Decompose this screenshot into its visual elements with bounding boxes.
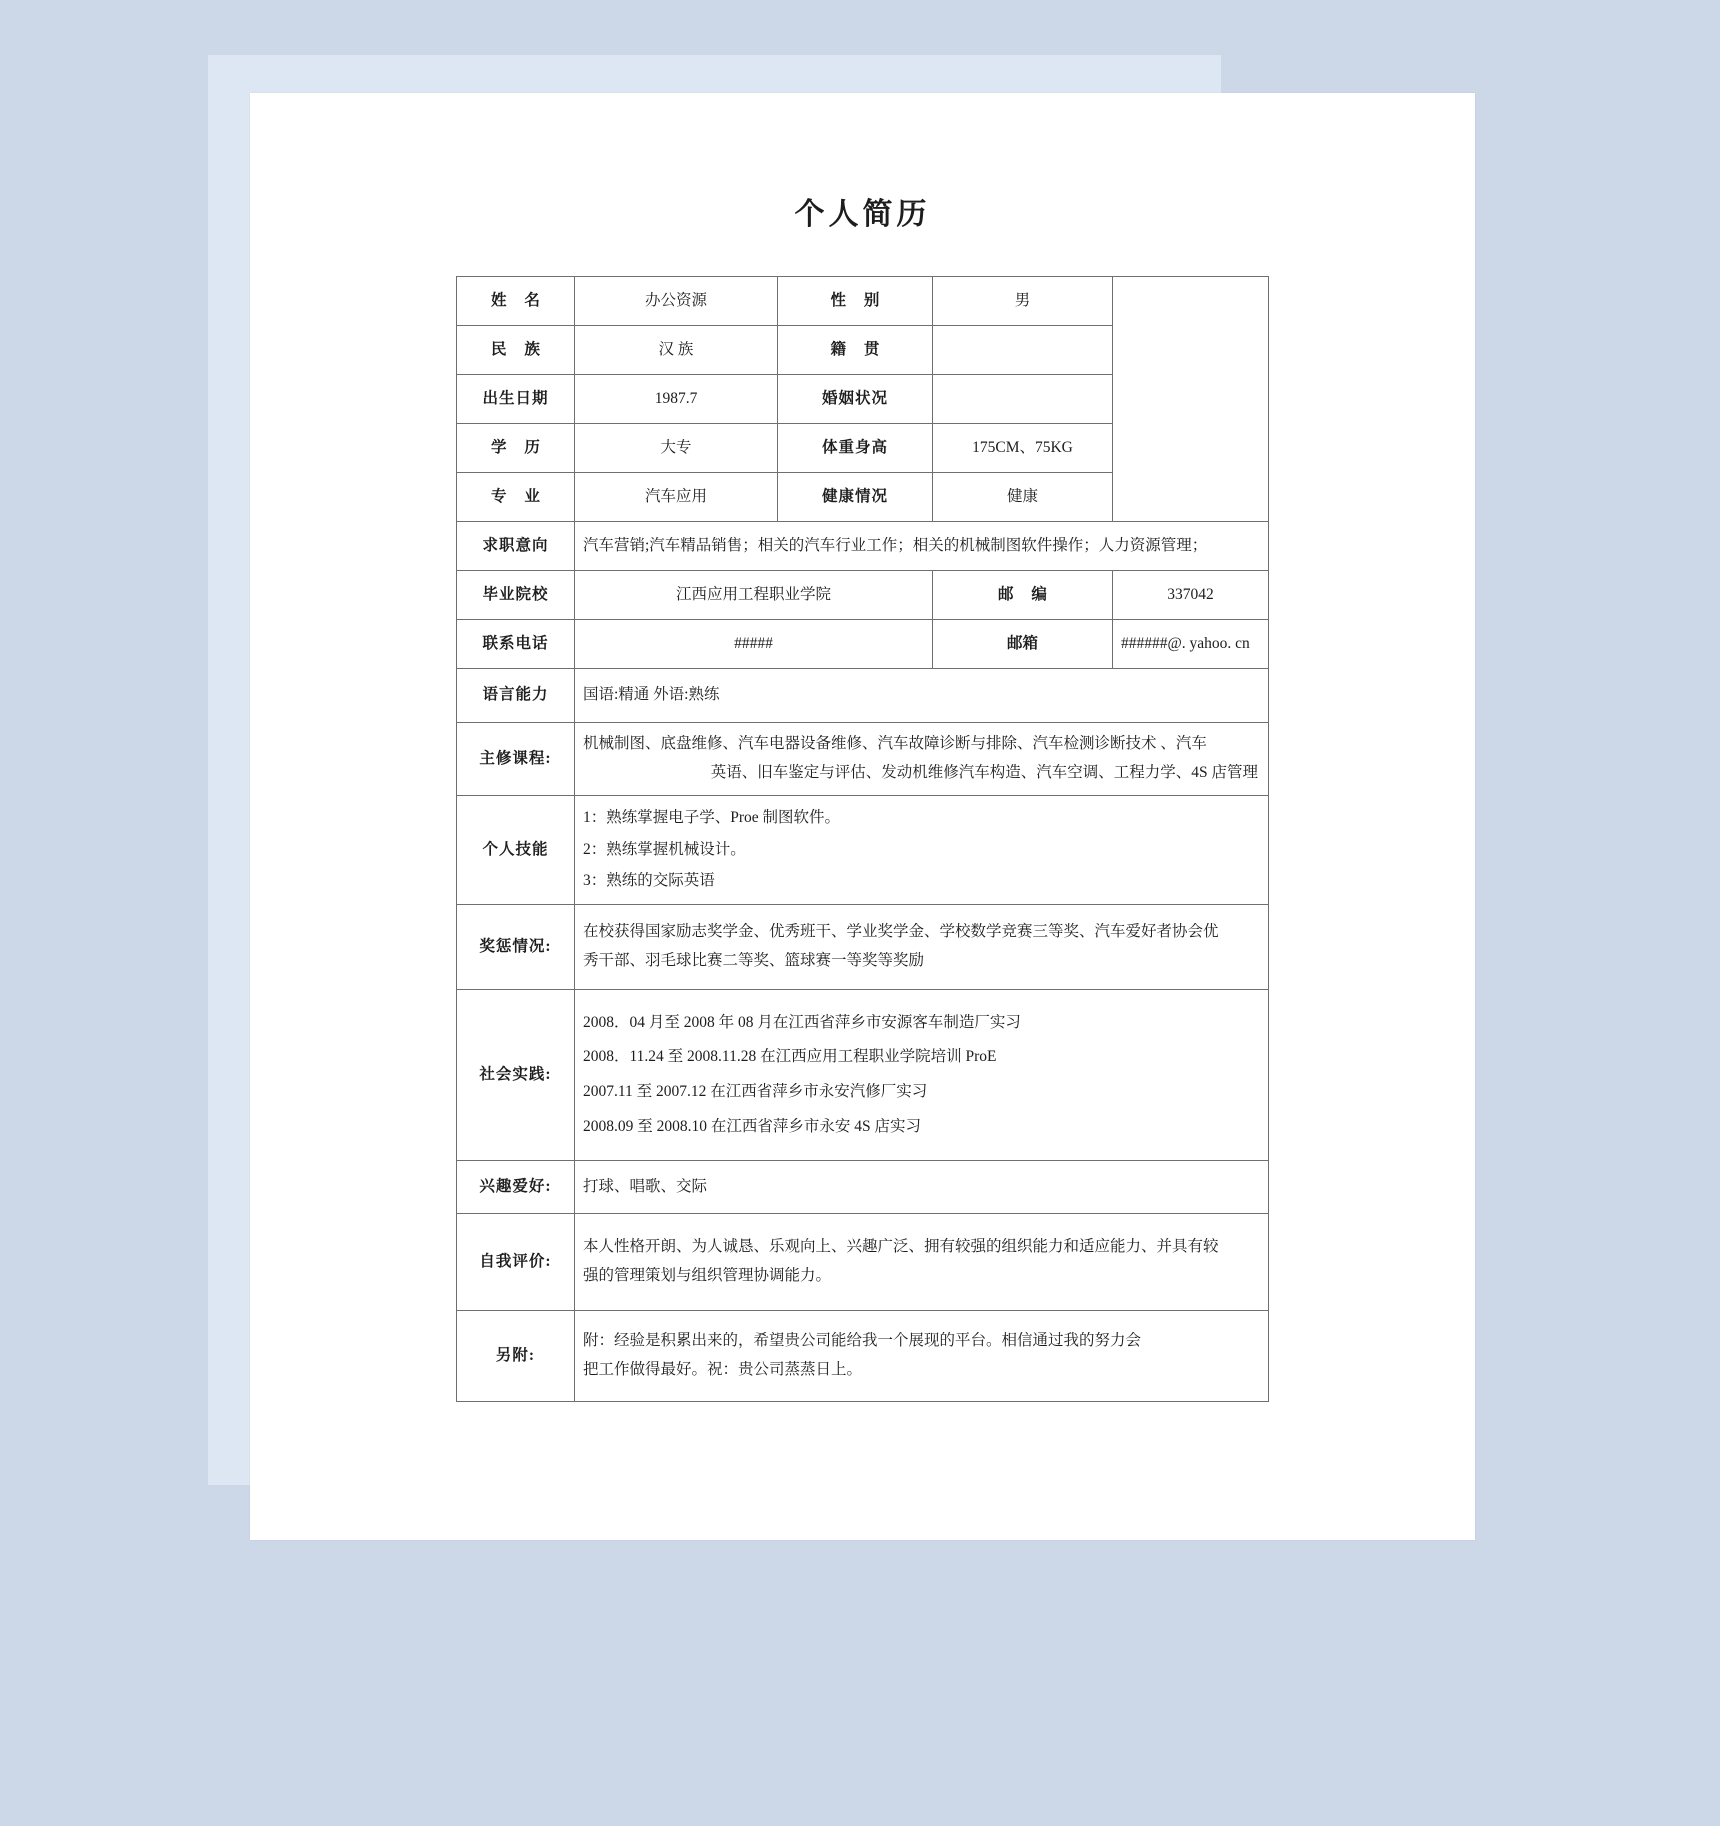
table-row-job-objective — [457, 522, 1269, 571]
value-weight-height[interactable]: 175CM、75KG — [933, 424, 1113, 473]
value-social-practice[interactable] — [575, 990, 1269, 1161]
value-marital-status[interactable] — [933, 375, 1113, 424]
social-item-4: 2008.09 至 2008.10 在江西省萍乡市永安 4S 店实习 — [583, 1117, 921, 1135]
label-self-evaluation: 自我评价: — [457, 1214, 575, 1311]
value-gender[interactable]: 男 — [933, 277, 1113, 326]
resume-page — [250, 93, 1475, 1540]
label-awards: 奖惩情况: — [457, 905, 575, 990]
table-row-social-practice — [457, 990, 1269, 1161]
value-birthdate[interactable]: 1987.7 — [575, 375, 778, 424]
label-job-objective: 求职意向 — [457, 522, 575, 571]
social-item-1: 2008．04 月至 2008 年 08 月在江西省萍乡市安源客车制造厂实习 — [583, 1013, 1021, 1031]
page-title: 个人简历 — [794, 198, 931, 231]
label-email: 邮箱 — [933, 620, 1113, 669]
value-email[interactable]: ######@. yahoo. cn — [1113, 620, 1269, 669]
skill-item-3: 3：熟练的交际英语 — [583, 872, 715, 890]
value-name[interactable]: 办公资源 — [575, 277, 778, 326]
table-row-language — [457, 669, 1269, 723]
table-row-self-evaluation — [457, 1214, 1269, 1311]
value-major[interactable]: 汽车应用 — [575, 473, 778, 522]
self-evaluation-line-1: 本人性格开朗、为人诚恳、乐观向上、兴趣广泛、拥有较强的组织能力和适应能力、并具有较 — [583, 1238, 1219, 1256]
label-school: 毕业院校 — [457, 571, 575, 620]
label-phone: 联系电话 — [457, 620, 575, 669]
value-phone[interactable]: ##### — [575, 620, 933, 669]
label-birthdate: 出生日期 — [457, 375, 575, 424]
label-major: 专 业 — [457, 473, 575, 522]
courses-line-1: 机械制图、底盘维修、汽车电器设备维修、汽车故障诊断与排除、汽车检测诊断技术 、汽车 — [583, 735, 1207, 753]
label-marital-status: 婚姻状况 — [778, 375, 933, 424]
label-name: 姓 名 — [457, 277, 575, 326]
table-row-courses — [457, 723, 1269, 796]
label-hobbies: 兴趣爱好: — [457, 1161, 575, 1214]
label-zipcode: 邮 编 — [933, 571, 1113, 620]
table-row-hobbies — [457, 1161, 1269, 1214]
resume-table — [456, 276, 1269, 1402]
value-zipcode[interactable]: 337042 — [1113, 571, 1269, 620]
value-ethnicity[interactable]: 汉 族 — [575, 326, 778, 375]
table-row-extra-note — [457, 1311, 1269, 1402]
value-native-place[interactable] — [933, 326, 1113, 375]
value-health[interactable]: 健康 — [933, 473, 1113, 522]
value-extra-note[interactable] — [575, 1311, 1269, 1402]
value-courses[interactable] — [575, 723, 1269, 796]
label-extra-note: 另附: — [457, 1311, 575, 1402]
social-item-3: 2007.11 至 2007.12 在江西省萍乡市永安汽修厂实习 — [583, 1083, 928, 1101]
value-hobbies[interactable]: 打球、唱歌、交际 — [575, 1161, 1269, 1214]
label-weight-height: 体重身高 — [778, 424, 933, 473]
value-job-objective[interactable]: 汽车营销;汽车精品销售；相关的汽车行业工作；相关的机械制图软件操作；人力资源管理； — [575, 522, 1269, 571]
label-social-practice: 社会实践: — [457, 990, 575, 1161]
label-skills: 个人技能 — [457, 796, 575, 905]
extra-note-line-1: 附：经验是积累出来的，希望贵公司能给我一个展现的平台。相信通过我的努力会 — [583, 1332, 1142, 1350]
table-row-school — [457, 571, 1269, 620]
label-courses: 主修课程: — [457, 723, 575, 796]
skill-item-1: 1：熟练掌握电子学、Proe 制图软件。 — [583, 809, 841, 826]
photo-placeholder[interactable] — [1113, 277, 1269, 522]
skill-item-2: 2：熟练掌握机械设计。 — [583, 840, 746, 858]
label-native-place: 籍 贯 — [778, 326, 933, 375]
self-evaluation-line-2: 强的管理策划与组织管理协调能力。 — [583, 1267, 832, 1285]
value-self-evaluation[interactable] — [575, 1214, 1269, 1311]
courses-line-2: 英语、旧车鉴定与评估、发动机维修汽车构造、汽车空调、工程力学、4S 店管理 — [710, 764, 1258, 781]
table-row-skills — [457, 796, 1269, 905]
value-school[interactable]: 江西应用工程职业学院 — [575, 571, 933, 620]
label-ethnicity: 民 族 — [457, 326, 575, 375]
value-education[interactable]: 大专 — [575, 424, 778, 473]
table-row-name — [457, 277, 1269, 326]
value-language[interactable]: 国语:精通 外语:熟练 — [575, 669, 1269, 723]
awards-line-1: 在校获得国家励志奖学金、优秀班干、学业奖学金、学校数学竞赛三等奖、汽车爱好者协会优 — [583, 923, 1219, 941]
extra-note-line-2: 把工作做得最好。祝：贵公司蒸蒸日上。 — [583, 1361, 863, 1379]
label-health: 健康情况 — [778, 473, 933, 522]
awards-line-2: 秀干部、羽毛球比赛二等奖、篮球赛一等奖等奖励 — [583, 952, 925, 970]
value-awards[interactable] — [575, 905, 1269, 990]
table-row-awards — [457, 905, 1269, 990]
table-row-contact — [457, 620, 1269, 669]
label-education: 学 历 — [457, 424, 575, 473]
label-language: 语言能力 — [457, 669, 575, 723]
label-gender: 性 别 — [778, 277, 933, 326]
social-item-2: 2008．11.24 至 2008.11.28 在江西应用工程职业学院培训 ProE — [583, 1048, 997, 1066]
value-skills[interactable] — [575, 796, 1269, 905]
